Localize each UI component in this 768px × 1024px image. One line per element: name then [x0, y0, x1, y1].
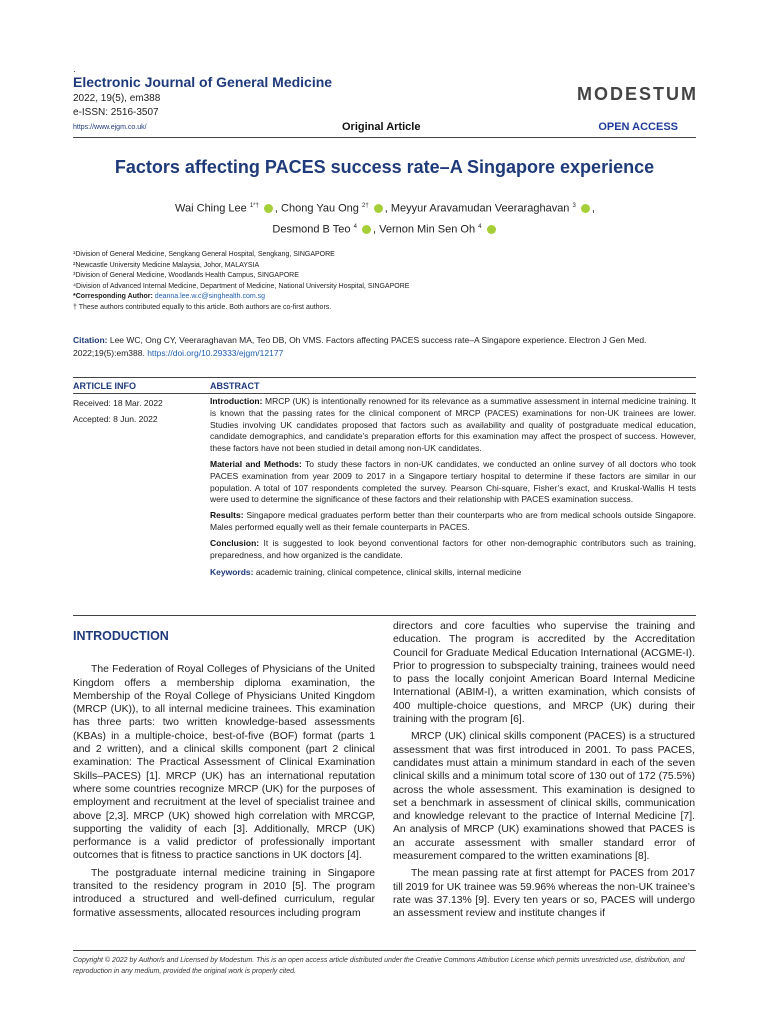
section-heading: INTRODUCTION: [73, 629, 169, 643]
journal-url[interactable]: https://www.ejgm.co.uk/: [73, 124, 147, 131]
abstract-section-label: Results:: [210, 510, 244, 521]
article-type: Original Article: [342, 121, 421, 133]
corresponding-email[interactable]: deanna.lee.w.c@singhealth.com.sg: [154, 293, 266, 300]
citation-label: Citation:: [73, 335, 108, 345]
corresponding-label: *Corresponding Author:: [73, 293, 153, 300]
affiliations: [73, 250, 409, 313]
body-paragraph: The Federation of Royal Colleges of Physicians of the United Kingdom offers a membership diploma examination, the Membership of the Royal College of Physicians United Kingdom (MRCP (UK)), to all internal medicine trainees. This examination has three parts: two written knowledge-based assessments (KBAs) in a multiple-choice, best-of-five (BOF) format (parts 1 and 2 written), and a clinical skills component (part 2 clinical examination: The Practical Assessment of Clinical Examination Skills–PACES) [1]. MRCP (UK) has an international reputation where some countries recognize MRCP (UK) for the purposes of employment and recruitment at the level of specialist trainee and above [2,3]. MRCP (UK) showed high correlation with MRCGP, supporting the validity of each [3]. Additionally, MRCP (UK) performance is a valid predictor of professionally important outcomes that is fitness to practice sanctions in UK doctors [4].: [73, 664, 375, 862]
orcid-icon[interactable]: [581, 204, 590, 213]
author-name: Vernon Min Sen Oh: [379, 223, 476, 236]
affiliation: ³Division of General Medicine, Woodlands Health Campus, SINGAPORE: [73, 272, 299, 279]
author-name: Desmond B Teo: [272, 223, 351, 236]
abstract-results: Singapore medical graduates perform better than their counterparts who are from medical schools outside Singapore. Males performed equally well as their female counterparts in PACES.: [210, 510, 696, 532]
info-head-divider: [73, 393, 696, 394]
orcid-icon[interactable]: [264, 204, 273, 213]
author-sup: 2†: [362, 203, 369, 209]
abstract-body: [210, 396, 696, 583]
author-list: Wai Ching Lee $^{1*\dagger}$ , Chong Yau Ong $^{2\dagger}$ , Meyyur Aravamudan Veeraraghavan $^3$ , Desmond B Teo $^4$ , Vernon Min Sen Oh $^4$: [175, 202, 595, 236]
abstract-conclusion: It is suggested to look beyond conventional factors for other non-demographic contributors such as training, preparedness, and how organized is the candidate.: [210, 537, 696, 560]
header-mark: ·: [73, 66, 76, 76]
affiliation: ⁴Division of Advanced Internal Medicine, Department of Medicine, National University Hospital, SINGAPORE: [73, 282, 410, 290]
author-sup: 4: [478, 223, 482, 230]
orcid-icon[interactable]: [362, 225, 371, 234]
abstract-intro: MRCP (UK) is intentionally renowned for its relevance as a summative assessment in internal medicine training. It is known that the passing rates for the clinical component of MRCP (PACES) examinations for non-UK trainees are lower. Studies involving UK candidates proposed that factors such as availability and quality of postgraduate medical education, candidate demographics, and candidate’s preparation efforts for this examination may affect the prospect of success. However, these factors have not been studied in detail among non-UK candidates.: [210, 396, 696, 454]
body-paragraph: directors and core faculties who supervise the training and education. The program is accredited by the Accreditation Council for Graduate Medical Education International (ACGME-I). Prior to progression to subspecialty training, trainees would need to pass the locally conjoint American Board Internal Medicine International (ABIM-I), a written examination, which consists of 400 multiple-choice questions, and MRCP (UK) during their training with the program [6].: [393, 621, 695, 726]
journal-eissn: e-ISSN: 2516-3507: [73, 107, 159, 118]
body-right-column: [393, 620, 695, 921]
abstract-section-label: Introduction:: [210, 396, 263, 406]
abstract-section-label: Material and Methods:: [210, 458, 302, 469]
article-title: Factors affecting PACES success rate–A Singapore experience: [114, 157, 655, 177]
author-name: Meyyur Aravamudan Veeraraghavan: [390, 202, 570, 215]
affiliation: ²Newcastle University Medicine Malaysia, Johor, MALAYSIA: [73, 261, 260, 269]
copyright-footer: Copyright © 2022 by Author/s and Licensed by Modestum. This is an open access article distributed under the Creative Commons Attribution License which permits unrestricted use, distribution, and reproduction in any medium, provided the original work is properly cited.: [73, 957, 685, 975]
keywords: academic training, clinical competence, clinical skills, internal medicine: [255, 567, 522, 578]
publisher-logo: MODESTUM: [577, 84, 698, 104]
cofirst-note: † These authors contributed equally to this article. Both authors are co-first authors.: [73, 303, 332, 311]
orcid-icon[interactable]: [374, 204, 383, 213]
accepted-date: Accepted: 8 Jun. 2022: [73, 414, 158, 424]
abstract-section-label: Conclusion:: [210, 537, 260, 548]
affiliation: ¹Division of General Medicine, Sengkang General Hospital, Sengkang, SINGAPORE: [73, 251, 335, 258]
abstract-bottom-divider: [73, 615, 696, 616]
keywords-label: Keywords:: [210, 567, 254, 578]
citation-doi-link[interactable]: https://doi.org/10.29333/ejgm/12177: [147, 347, 284, 358]
journal-volume: 2022, 19(5), em388: [73, 93, 161, 104]
author-sup: 1*†: [249, 203, 259, 209]
body-paragraph: The postgraduate internal medicine training in Singapore transited to the residency program in 2010 [5]. The program introduced a structured and well-defined curriculum, regular formative assessments, allocated resources including program: [73, 867, 375, 919]
abstract-methods: To study these factors in non-UK candidates, we conducted an online survey of all doctors who took PACES examination from year 2009 to 2017 in a Singapore tertiary hospital to determine if these factors are similar in our population. A total of 107 respondents completed the survey. Pearson Chi-square, Fisher’s exact, and Kruskal-Wallis H tests were used to determine the significance of these factors and their relationship with PACES examination success.: [210, 458, 697, 505]
author-name: Wai Ching Lee: [175, 202, 247, 215]
citation-text: Lee WC, Ong CY, Veeraraghavan MA, Teo DB, Oh VMS. Factors affecting PACES success rate–A Singapore experience. Electron J Gen Med. 2022;19(5):em388.: [73, 335, 647, 358]
body-paragraph: The mean passing rate at first attempt for PACES from 2017 till 2019 for UK trainee was 59.96% whereas the non-UK trainee’s rate was 37.13% [9]. Every ten years or so, PACES will undergo an assessment review and institute changes if: [393, 868, 695, 920]
received-date: Received: 18 Mar. 2022: [73, 398, 163, 408]
body-left-column: [73, 620, 375, 920]
author-sup: 4: [353, 223, 357, 230]
open-access-label: OPEN ACCESS: [598, 121, 678, 133]
journal-name[interactable]: Electronic Journal of General Medicine: [73, 74, 333, 90]
footer-divider: [73, 950, 696, 951]
citation-block: [73, 334, 696, 359]
body-paragraph: MRCP (UK) clinical skills component (PACES) is a structured assessment that was first introduced in 2001. To pass PACES, candidates must attain a minimum standard in each of the seven clinical skills and a minimum total score of 130 out of 172 (75.5%) across the whole assessment. This examination is designed to set a benchmark in assessment of clinical skills, communication and knowledge relevant to the practice of Internal Medicine [7]. An analysis of MRCP (UK) examinations showed that PACES is an accurate assessment with smaller standard error of measurement compared to the written examinations [8].: [393, 731, 695, 863]
header-divider: [73, 137, 696, 138]
info-top-divider: [73, 377, 696, 378]
orcid-icon[interactable]: [487, 225, 496, 234]
author-name: Chong Yau Ong: [281, 202, 359, 215]
abstract-heading: ABSTRACT: [210, 381, 260, 391]
article-info-heading: ARTICLE INFO: [73, 381, 136, 391]
author-sup: 3: [572, 203, 576, 209]
